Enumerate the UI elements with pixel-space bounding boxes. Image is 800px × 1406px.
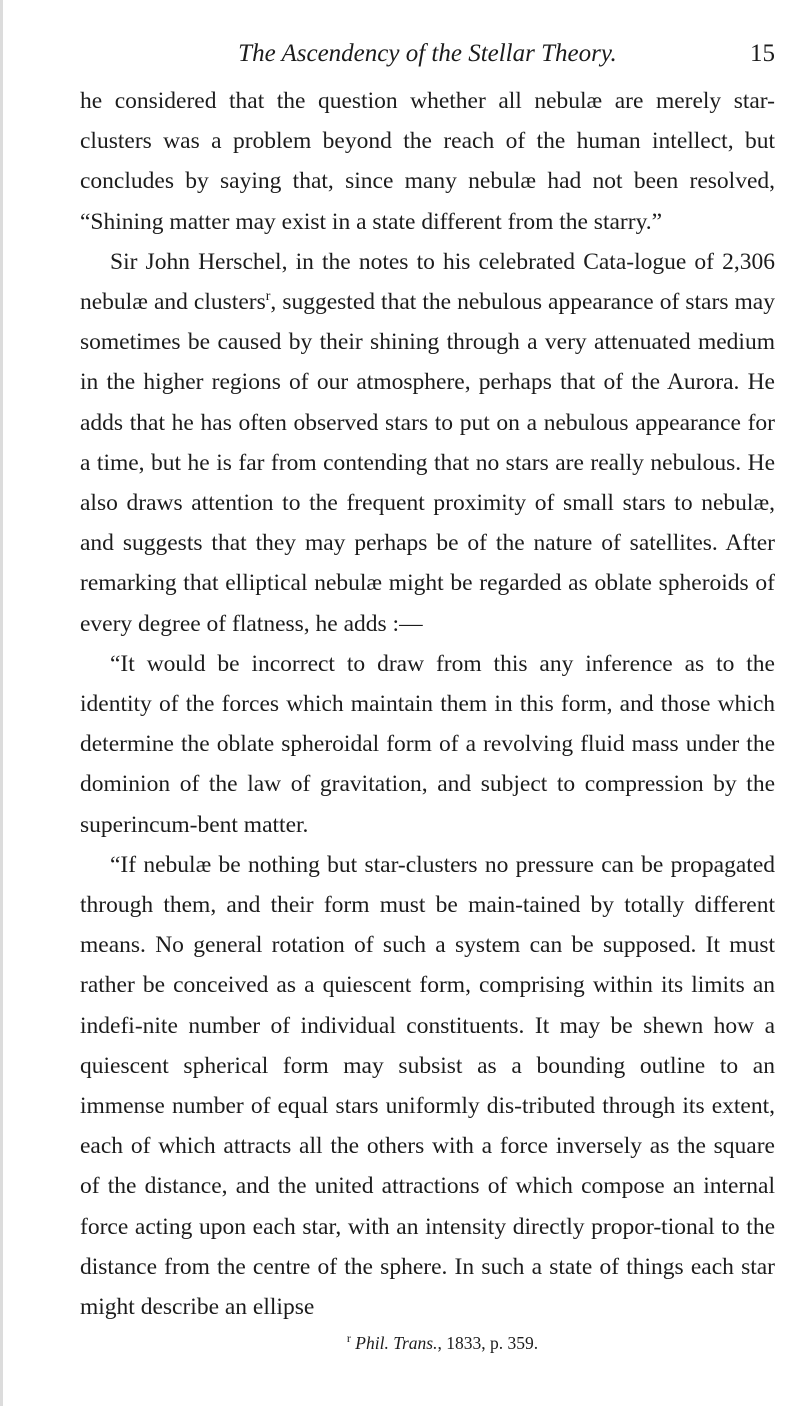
- footnote: [80, 1327, 775, 1354]
- page-number: 15: [750, 40, 775, 67]
- footnote-source: Phil. Trans.: [355, 1333, 438, 1354]
- paragraph-3-quote: “It would be incorrect to draw from this any inference as to the identity of the forces which maintain them in this form, and those which determine the oblate spheroidal form of a revolving fluid mass under the dominion of the law of gravitation, and subject to compression by the superincum-bent matter.: [80, 650, 775, 838]
- footnote-detail: , 1833, p. 359.: [437, 1333, 539, 1354]
- paragraph-1: he considered that the question whether all nebulæ are merely star-clusters was a problem beyond the reach of the human intellect, but concludes by saying that, since many nebulæ had not been resolved, “Shining matter may exist in a state different from the starry.”: [80, 88, 775, 235]
- paragraph-2-text-a: Sir John Herschel, in the notes to his celebrated Cata-logue of 2,306 nebulæ and clusters: [80, 248, 775, 316]
- paragraph-2: [80, 242, 775, 644]
- footnote-mark: r: [346, 1331, 351, 1346]
- running-head: [80, 34, 775, 76]
- book-page: [80, 34, 775, 1354]
- running-title: The Ascendency of the Stellar Theory.: [238, 40, 617, 67]
- paragraph-2-text-b: , suggested that the nebulous appearance of stars may sometimes be caused by their shining through a very attenuated medium in the higher regions of our atmosphere, perhaps that of the Aurora. He adds that he has often observed stars to put on a nebulous appearance for a time, but he is far from contending that no stars are really nebulous. He also draws attention to the frequent proximity of small stars to nebulæ, and suggests that they may perhaps be of the nature of satellites. After remarking that elliptical nebulæ might be regarded as oblate spheroids of every degree of flatness, he adds :—: [80, 289, 775, 637]
- body-text: [80, 81, 775, 1327]
- page-edge-rule: [0, 0, 3, 1406]
- footnote-reference: r: [265, 289, 271, 305]
- paragraph-4-quote: “If nebulæ be nothing but star-clusters no pressure can be propagated through them, and their form must be main-tained by totally different means. No general rotation of such a system can be supposed. It must rather be conceived as a quiescent form, comprising within its limits an indefi-nite number of individual constituents. It may be shewn how a quiescent spherical form may subsist as a bounding outline to an immense number of equal stars uniformly dis-tributed through its extent, each of which attracts all the others with a force inversely as the square of the distance, and the united attractions of which compose an internal force acting upon each star, with an intensity directly propor-tional to the distance from the centre of the sphere. In such a state of things each star might describe an ellipse: [80, 851, 775, 1321]
